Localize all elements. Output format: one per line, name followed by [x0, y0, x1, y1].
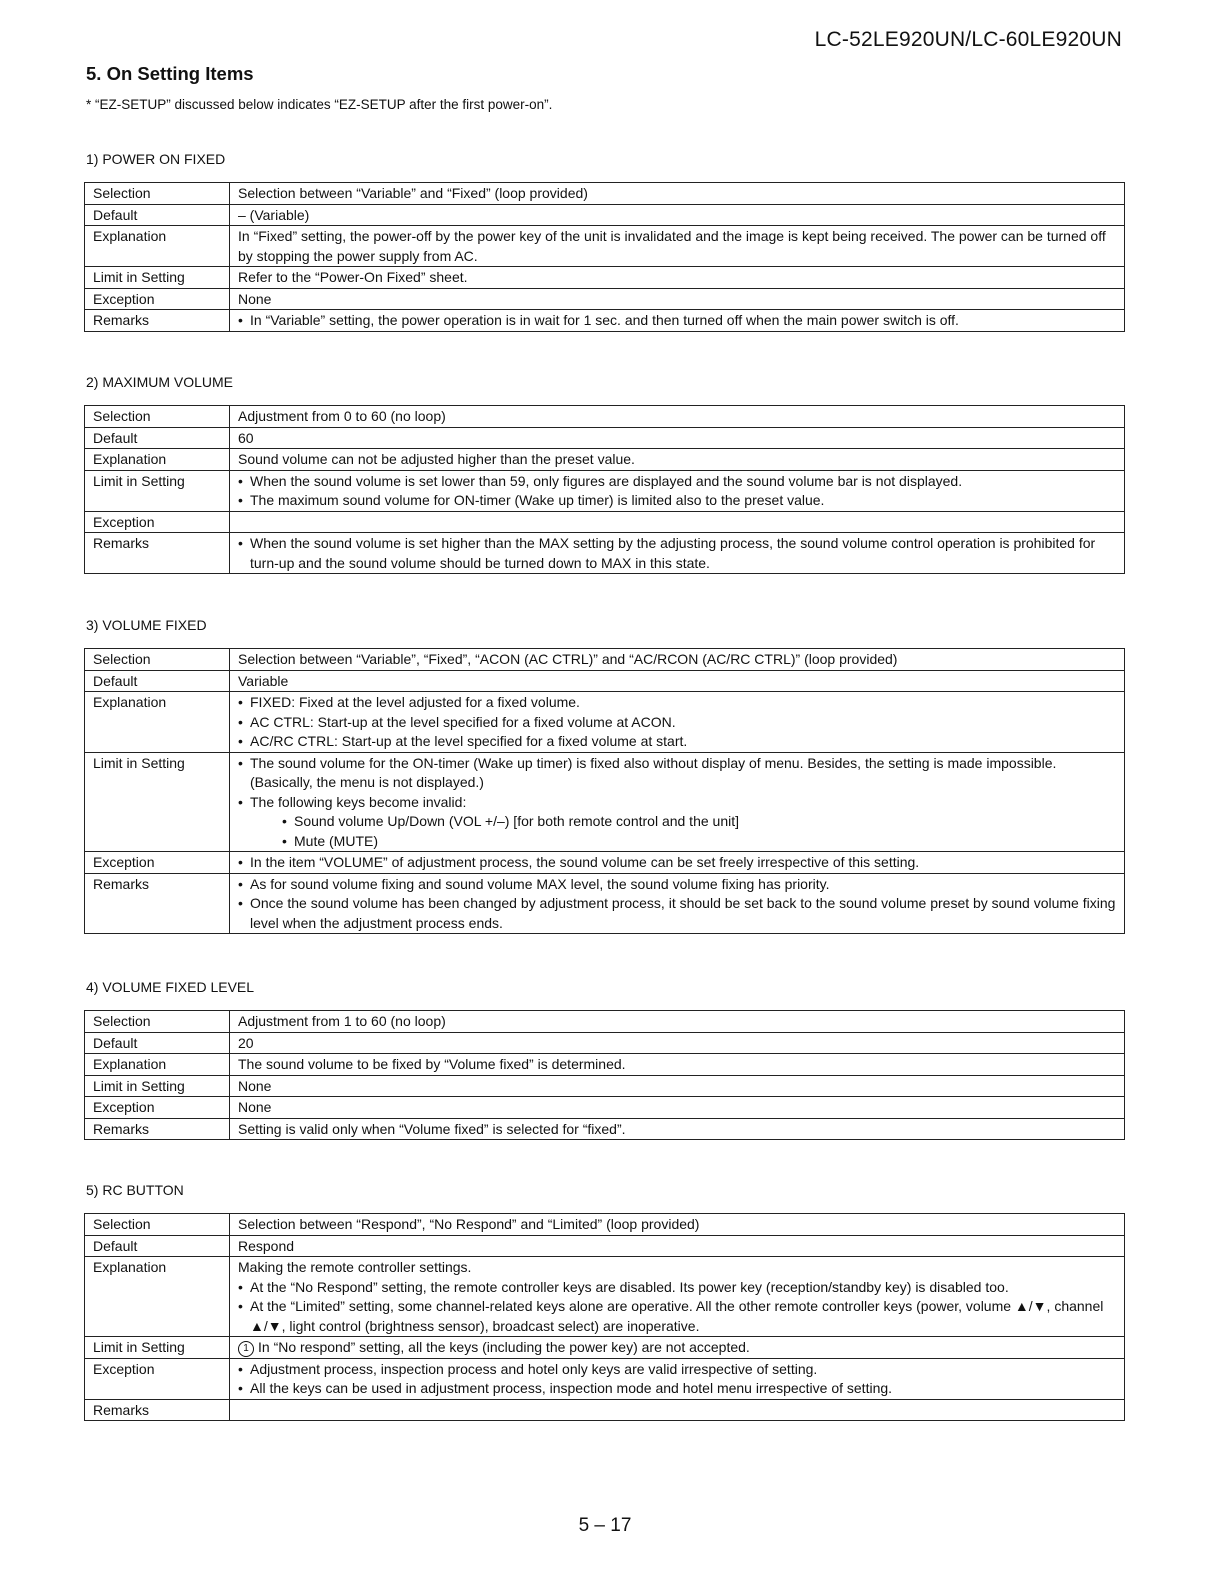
line-text: Adjustment process, inspection process and hotel only keys are valid irrespective of setting.	[250, 1360, 818, 1377]
row-value	[230, 226, 1125, 267]
value-text	[238, 1055, 1118, 1075]
bullet-item	[238, 693, 1118, 713]
bullet-item	[238, 832, 1118, 852]
bullet-item	[238, 534, 1118, 573]
value-text	[238, 1258, 1118, 1278]
spec-table-volume-fixed-level	[84, 1010, 1125, 1140]
table-row	[85, 692, 1125, 753]
line-text: All the keys can be used in adjustment process, inspection mode and hotel menu irrespective of setting.	[250, 1380, 893, 1396]
line-text: 20	[238, 1034, 254, 1051]
value-text	[238, 450, 1118, 470]
row-label: Exception	[85, 1097, 230, 1119]
table-row	[85, 1337, 1125, 1359]
row-label: Explanation	[85, 692, 230, 753]
table-row	[85, 1399, 1125, 1421]
value-text	[238, 268, 1118, 288]
line-text: As for sound volume fixing and sound volume MAX level, the sound volume fixing has priority.	[250, 875, 830, 892]
row-label: Limit in Setting	[85, 752, 230, 852]
row-label: Selection	[85, 649, 230, 671]
row-value	[230, 533, 1125, 574]
table-row	[85, 873, 1125, 934]
table-row	[85, 1257, 1125, 1337]
line-text: None	[238, 1077, 272, 1094]
row-label: Limit in Setting	[85, 1075, 230, 1097]
value-text	[238, 1012, 1118, 1032]
row-label: Explanation	[85, 1257, 230, 1337]
row-value	[230, 649, 1125, 671]
line-text: FIXED: Fixed at the level adjusted for a fixed volume.	[250, 694, 580, 710]
row-label: Exception	[85, 852, 230, 874]
line-text: At the “No Respond” setting, the remote controller keys are disabled. Its power key (reception/standby key) is disabled too.	[250, 1278, 1009, 1295]
row-label: Remarks	[85, 873, 230, 934]
page-number: 5 – 17	[578, 1515, 632, 1536]
section-title-volume-fixed-level: 4) VOLUME FIXED LEVEL	[86, 979, 255, 995]
line-text: Selection between “Respond”, “No Respond” and “Limited” (loop provided)	[238, 1216, 700, 1232]
table-row	[85, 1054, 1125, 1076]
row-label: Limit in Setting	[85, 470, 230, 511]
bullet-item	[238, 732, 1118, 752]
bullet-item	[238, 894, 1118, 933]
line-text: In “Variable” setting, the power operation is in wait for 1 sec. and then turned off when the main power switch is off.	[250, 312, 959, 328]
bullet-item	[238, 1278, 1118, 1298]
line-text: Setting is valid only when “Volume fixed” is selected for “fixed”.	[238, 1120, 626, 1137]
line-text: Refer to the “Power-On Fixed” sheet.	[238, 269, 468, 285]
value-text	[238, 1237, 1118, 1257]
row-value	[230, 692, 1125, 753]
line-text: The sound volume to be fixed by “Volume fixed” is determined.	[238, 1056, 626, 1072]
page-heading: 5. On Setting Items	[86, 63, 254, 84]
line-text: None	[238, 290, 272, 307]
row-value	[230, 1214, 1125, 1236]
row-value	[230, 204, 1125, 226]
value-text	[238, 1098, 1118, 1118]
table-row	[85, 852, 1125, 874]
table-row	[85, 204, 1125, 226]
table-row	[85, 267, 1125, 289]
row-value	[230, 1358, 1125, 1399]
spec-table-power-on-fixed	[84, 182, 1125, 332]
table-row	[85, 1097, 1125, 1119]
row-label: Default	[85, 427, 230, 449]
line-text: 60	[238, 429, 254, 446]
line-text: – (Variable)	[238, 206, 310, 223]
line-text: Variable	[238, 672, 289, 689]
value-text	[238, 672, 1118, 692]
row-value	[230, 1054, 1125, 1076]
value-text	[238, 1338, 1118, 1358]
bullet-item	[238, 812, 1118, 832]
row-label: Remarks	[85, 1118, 230, 1140]
row-value	[230, 1075, 1125, 1097]
table-row	[85, 226, 1125, 267]
row-label: Selection	[85, 183, 230, 205]
row-label: Default	[85, 670, 230, 692]
row-label: Remarks	[85, 1399, 230, 1421]
bullet-item	[238, 793, 1118, 813]
row-label: Limit in Setting	[85, 1337, 230, 1359]
row-value	[230, 752, 1125, 852]
row-label: Explanation	[85, 226, 230, 267]
table-row	[85, 310, 1125, 332]
table-row	[85, 1118, 1125, 1140]
bullet-item	[238, 754, 1118, 793]
bullet-item	[238, 713, 1118, 733]
bullet-item	[238, 875, 1118, 895]
value-text	[238, 429, 1118, 449]
line-text: AC/RC CTRL: Start-up at the level specified for a fixed volume at start.	[250, 733, 688, 749]
table-row	[85, 1075, 1125, 1097]
row-value	[230, 1097, 1125, 1119]
table-row	[85, 670, 1125, 692]
line-text: Selection between “Variable”, “Fixed”, “ACON (AC CTRL)” and “AC/RCON (AC/RC CTRL)” (loop provided)	[238, 651, 898, 667]
value-text	[238, 290, 1118, 310]
ez-setup-note: * “EZ-SETUP” discussed below indicates “EZ-SETUP after the first power-on”.	[86, 97, 553, 112]
table-row	[85, 533, 1125, 574]
spec-table-volume-fixed	[84, 648, 1125, 934]
value-text	[238, 206, 1118, 226]
bullet-item	[238, 1360, 1118, 1380]
value-text	[238, 407, 1118, 427]
row-value	[230, 288, 1125, 310]
bullet-item	[238, 853, 1118, 873]
line-text: Once the sound volume has been changed by adjustment process, it should be set back to the sound volume preset by sound volume fixing level when the adjustment process ends.	[250, 895, 1116, 931]
line-text: Mute (MUTE)	[294, 832, 378, 849]
value-text	[238, 650, 1118, 670]
table-row	[85, 649, 1125, 671]
line-text: AC CTRL: Start-up at the level specified for a fixed volume at ACON.	[250, 713, 676, 730]
section-title-power-on-fixed: 1) POWER ON FIXED	[86, 151, 226, 167]
row-label: Explanation	[85, 1054, 230, 1076]
value-text	[238, 1215, 1118, 1235]
line-text: When the sound volume is set higher than the MAX setting by the adjusting process, the sound volume control operation is prohibited for turn-up and the sound volume should be turned down to MAX in this state.	[250, 535, 1096, 571]
row-value	[230, 183, 1125, 205]
line-text: At the “Limited” setting, some channel-related keys alone are operative. All the other remote controller keys (power, volume ▲/▼, channel ▲/▼, light control (brightness sensor), broadcast select) are inoperative.	[250, 1298, 1104, 1334]
row-value	[230, 470, 1125, 511]
line-text: Sound volume Up/Down (VOL +/–) [for both remote control and the unit]	[294, 813, 739, 829]
line-text: Selection between “Variable” and “Fixed” (loop provided)	[238, 185, 588, 201]
row-label: Selection	[85, 406, 230, 428]
row-value	[230, 1118, 1125, 1140]
value-text	[238, 1077, 1118, 1097]
line-text: The following keys become invalid:	[250, 793, 467, 810]
table-row	[85, 183, 1125, 205]
table-row	[85, 427, 1125, 449]
row-label: Exception	[85, 288, 230, 310]
row-value	[230, 267, 1125, 289]
bullet-item	[238, 1379, 1118, 1399]
table-row	[85, 752, 1125, 852]
section-title-volume-fixed: 3) VOLUME FIXED	[86, 617, 207, 633]
line-text: In “No respond” setting, all the keys (including the power key) are not accepted.	[258, 1339, 750, 1355]
row-label: Remarks	[85, 533, 230, 574]
bullet-item	[238, 472, 1118, 492]
line-text: In “Fixed” setting, the power-off by the power key of the unit is invalidated and the image is kept being received. The power can be turned off by stopping the power supply from AC.	[238, 228, 1106, 264]
bullet-item	[238, 311, 1118, 331]
section-title-maximum-volume: 2) MAXIMUM VOLUME	[86, 374, 234, 390]
row-value	[230, 852, 1125, 874]
row-label: Default	[85, 1235, 230, 1257]
line-text: None	[238, 1099, 272, 1115]
row-label: Explanation	[85, 449, 230, 471]
row-label: Selection	[85, 1214, 230, 1236]
line-text: Respond	[238, 1237, 295, 1254]
value-text	[238, 227, 1118, 266]
circled-number: 1	[238, 1341, 254, 1357]
value-text	[238, 1034, 1118, 1054]
row-value	[230, 1032, 1125, 1054]
row-value	[230, 406, 1125, 428]
row-value	[230, 1235, 1125, 1257]
line-text: Sound volume can not be adjusted higher than the preset value.	[238, 451, 635, 467]
bullet-item	[238, 491, 1118, 511]
table-row	[85, 470, 1125, 511]
row-value	[230, 427, 1125, 449]
row-label: Selection	[85, 1011, 230, 1033]
line-text: Adjustment from 0 to 60 (no loop)	[238, 408, 446, 424]
row-label: Remarks	[85, 310, 230, 332]
table-row	[85, 1011, 1125, 1033]
value-text	[238, 184, 1118, 204]
table-row	[85, 1214, 1125, 1236]
table-row	[85, 449, 1125, 471]
row-value	[230, 670, 1125, 692]
row-label: Exception	[85, 1358, 230, 1399]
section-title-rc-button: 5) RC BUTTON	[86, 1182, 184, 1198]
row-value	[230, 1399, 1125, 1421]
row-label: Default	[85, 204, 230, 226]
row-value	[230, 873, 1125, 934]
row-value	[230, 1257, 1125, 1337]
row-value	[230, 1011, 1125, 1033]
value-text	[238, 1120, 1118, 1140]
row-value	[230, 449, 1125, 471]
row-value	[230, 310, 1125, 332]
row-label: Exception	[85, 511, 230, 533]
model-number: LC-52LE920UN/LC-60LE920UN	[814, 28, 1122, 51]
row-value	[230, 1337, 1125, 1359]
table-row	[85, 1358, 1125, 1399]
spec-table-maximum-volume	[84, 405, 1125, 574]
table-row	[85, 1235, 1125, 1257]
row-label: Limit in Setting	[85, 267, 230, 289]
row-value	[230, 511, 1125, 533]
row-label: Default	[85, 1032, 230, 1054]
spec-table-rc-button	[84, 1213, 1125, 1421]
line-text: The sound volume for the ON-timer (Wake up timer) is fixed also without display of menu. Besides, the setting is made impossible. (Basically, the menu is not displayed.)	[250, 754, 1057, 790]
line-text: Making the remote controller settings.	[238, 1259, 472, 1275]
line-text: When the sound volume is set lower than 59, only figures are displayed and the sound volume bar is not displayed.	[250, 472, 963, 489]
table-row	[85, 288, 1125, 310]
bullet-item	[238, 1297, 1118, 1336]
line-text: In the item “VOLUME” of adjustment process, the sound volume can be set freely irrespective of this setting.	[250, 854, 920, 870]
table-row	[85, 511, 1125, 533]
line-text: Adjustment from 1 to 60 (no loop)	[238, 1013, 446, 1029]
table-row	[85, 1032, 1125, 1054]
table-row	[85, 406, 1125, 428]
line-text: The maximum sound volume for ON-timer (Wake up timer) is limited also to the preset value.	[250, 492, 825, 508]
